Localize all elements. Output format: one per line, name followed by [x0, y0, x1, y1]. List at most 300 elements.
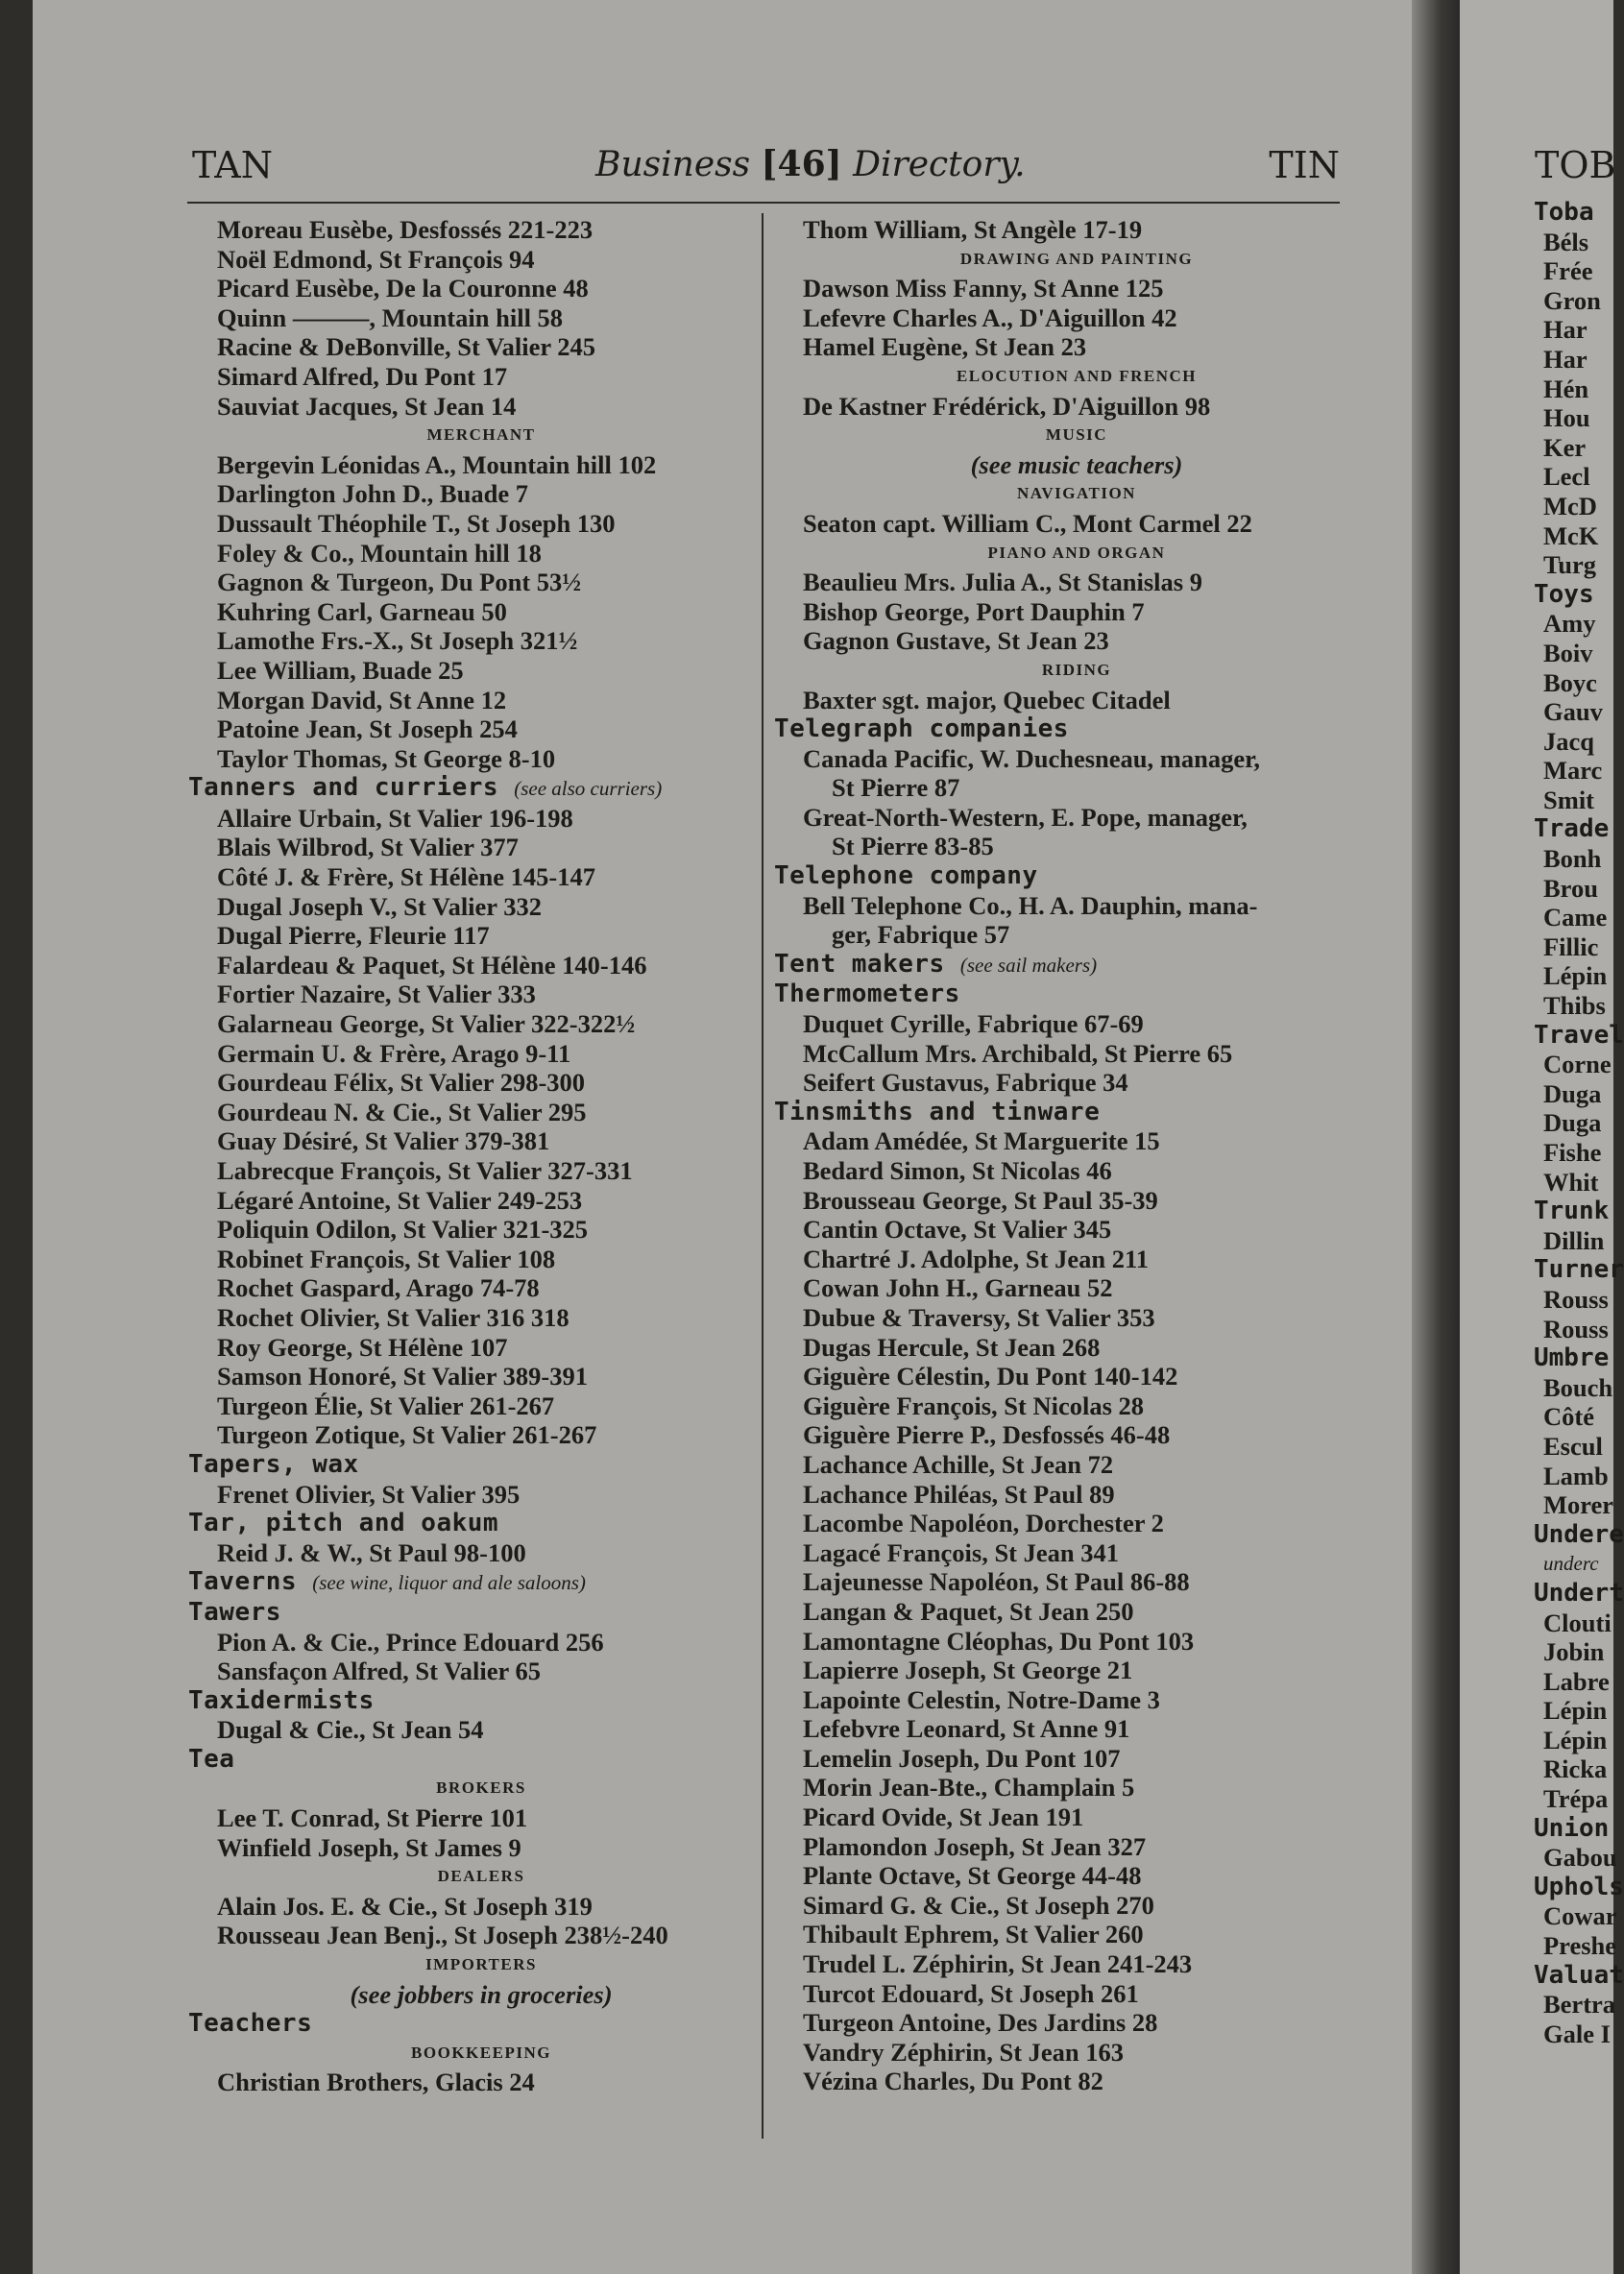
line-text: Simard G. & Cie., St Joseph 270 — [803, 1890, 1154, 1920]
line-text: Plamondon Joseph, St Jean 327 — [803, 1831, 1147, 1861]
subcategory-label — [774, 479, 1350, 509]
line-text: Har — [1543, 344, 1588, 374]
directory-entry — [188, 804, 745, 834]
directory-entry — [188, 1480, 745, 1510]
directory-entry — [774, 1891, 1350, 1921]
directory-entry — [1534, 1402, 1624, 1432]
subcategory-label — [188, 1774, 745, 1803]
line-text: Seifert Gustavus, Fabrique 34 — [803, 1068, 1128, 1098]
line-text: Bonh — [1543, 844, 1602, 874]
column-divider — [762, 213, 764, 2139]
heading-see-also-note: (see sail makers) — [959, 953, 1098, 977]
directory-entry — [774, 1215, 1350, 1245]
line-text: Morer — [1543, 1490, 1614, 1520]
line-text: Côté — [1543, 1402, 1594, 1432]
line-text: Frenet Olivier, St Valier 395 — [217, 1479, 521, 1509]
line-text: Béls — [1543, 227, 1589, 256]
directory-entry — [774, 509, 1350, 539]
directory-entry — [774, 1627, 1350, 1657]
directory-entry — [1534, 756, 1624, 786]
directory-entry — [188, 245, 745, 275]
line-text: Whit — [1543, 1167, 1599, 1197]
directory-entry — [1534, 1226, 1624, 1256]
line-text: Lachance Achille, St Jean 72 — [803, 1449, 1114, 1479]
heading-see-also-note: (see also curriers) — [514, 777, 663, 801]
directory-entry — [188, 274, 745, 303]
directory-entry — [1534, 903, 1624, 932]
line-text: Brousseau George, St Paul 35-39 — [803, 1185, 1158, 1215]
directory-entry — [188, 862, 745, 892]
category-heading — [774, 980, 1350, 1009]
line-text: Dawson Miss Fanny, St Anne 125 — [803, 274, 1164, 303]
directory-entry — [774, 1773, 1350, 1802]
line-text: Escul — [1543, 1431, 1603, 1461]
directory-entry — [1534, 727, 1624, 757]
line-text: Ricka — [1543, 1754, 1608, 1784]
directory-entry — [1534, 1696, 1624, 1726]
subcategory-label — [188, 1950, 745, 1980]
line-text: Dussault Théophile T., St Joseph 130 — [217, 508, 616, 538]
line-text: Tinsmiths and tinware — [774, 1097, 1101, 1126]
line-text: (see music teachers) — [970, 449, 1183, 479]
line-text: Hamel Eugène, St Jean 23 — [803, 332, 1087, 362]
category-heading — [774, 1098, 1350, 1127]
directory-entry — [774, 803, 1350, 833]
line-text: MUSIC — [1045, 425, 1108, 445]
line-text: Beaulieu Mrs. Julia A., St Stanislas 9 — [803, 568, 1202, 597]
line-text: Lee William, Buade 25 — [217, 655, 464, 685]
directory-entry — [774, 891, 1350, 921]
directory-entry — [1534, 1432, 1624, 1462]
directory-entry — [774, 1068, 1350, 1098]
directory-entry — [1534, 1079, 1624, 1109]
directory-entry — [774, 1186, 1350, 1216]
line-text: Duga — [1543, 1108, 1602, 1138]
line-text: Great-North-Western, E. Pope, manager, — [803, 802, 1248, 832]
subcategory-label — [774, 362, 1350, 392]
line-text: IMPORTERS — [425, 1955, 537, 1974]
directory-entry — [1534, 315, 1624, 345]
directory-entry — [1534, 1667, 1624, 1697]
line-text: Lacombe Napoléon, Dorchester 2 — [803, 1509, 1164, 1538]
subcategory-label — [188, 421, 745, 450]
line-text: McK — [1543, 520, 1599, 550]
category-heading — [188, 1509, 745, 1538]
directory-entry — [188, 1420, 745, 1450]
line-text: Gale I — [1543, 2019, 1611, 2048]
header-title-pre: Business — [595, 145, 762, 184]
line-text: Rouss — [1543, 1284, 1609, 1314]
line-text: Kuhring Carl, Garneau 50 — [217, 596, 507, 626]
directory-entry — [188, 626, 745, 656]
line-text: Cowar — [1543, 1901, 1617, 1931]
line-text: Trade — [1534, 814, 1610, 844]
directory-entry — [188, 1156, 745, 1186]
line-text: Valuat — [1534, 1960, 1624, 1990]
directory-entry — [774, 1480, 1350, 1510]
category-heading — [1534, 1197, 1624, 1226]
directory-entry — [774, 1303, 1350, 1333]
subcategory-label — [188, 2039, 745, 2068]
directory-entry — [774, 1744, 1350, 1774]
directory-entry — [188, 980, 745, 1009]
line-text: Quinn ———, Mountain hill 58 — [217, 302, 564, 332]
category-heading — [1534, 1961, 1624, 1991]
directory-entry — [188, 1333, 745, 1363]
line-text: Taverns — [188, 1567, 298, 1597]
line-text: Har — [1543, 315, 1588, 345]
category-heading — [774, 950, 1350, 980]
line-text: Lefebvre Leonard, St Anne 91 — [803, 1714, 1130, 1744]
directory-entry — [188, 1098, 745, 1127]
cross-reference-note — [774, 450, 1350, 480]
line-text: Taxidermists — [188, 1685, 375, 1715]
directory-entry — [188, 539, 745, 568]
line-text: Racine & DeBonville, St Valier 245 — [217, 332, 596, 362]
line-text: Bergevin Léonidas A., Mountain hill 102 — [217, 449, 657, 479]
line-text: Picard Eusèbe, De la Couronne 48 — [217, 274, 589, 303]
directory-entry — [1534, 1108, 1624, 1138]
directory-entry — [1534, 1168, 1624, 1197]
directory-entry — [1534, 2020, 1624, 2049]
directory-entry — [1534, 1931, 1624, 1961]
line-text: Taylor Thomas, St George 8-10 — [217, 743, 556, 773]
directory-entry — [188, 833, 745, 862]
line-text: Dugas Hercule, St Jean 268 — [803, 1332, 1101, 1362]
directory-entry — [1534, 1462, 1624, 1491]
line-text: Turcot Edouard, St Joseph 261 — [803, 1978, 1139, 2008]
line-text: Seaton capt. William C., Mont Carmel 22 — [803, 508, 1252, 538]
category-heading — [188, 1450, 745, 1480]
line-text: Tar, pitch and oakum — [188, 1509, 499, 1538]
line-text: Galarneau George, St Valier 322-322½ — [217, 1009, 636, 1039]
directory-entry — [1534, 433, 1624, 463]
line-text: Morin Jean-Bte., Champlain 5 — [803, 1773, 1135, 1802]
line-text: RIDING — [1041, 660, 1112, 679]
directory-entry — [774, 2008, 1350, 2038]
line-text: DRAWING AND PAINTING — [959, 249, 1194, 268]
line-text: Picard Ovide, St Jean 191 — [803, 1802, 1084, 1832]
directory-entry — [188, 1068, 745, 1098]
line-text: Lefevre Charles A., D'Aiguillon 42 — [803, 302, 1177, 332]
line-text: Telephone company — [774, 861, 1038, 891]
line-text: Roy George, St Hélène 107 — [217, 1332, 508, 1362]
category-heading — [1534, 1520, 1624, 1550]
directory-entry — [774, 2038, 1350, 2068]
directory-entry — [1534, 874, 1624, 904]
cross-reference-note — [1534, 1549, 1624, 1579]
line-text: Undere — [1534, 1519, 1624, 1549]
directory-entry — [774, 1802, 1350, 1832]
line-text: Tea — [188, 1744, 235, 1774]
facing-page-header: TOB — [1535, 144, 1616, 186]
line-text: Bertra — [1543, 1990, 1616, 2020]
line-text: BOOKKEEPING — [411, 2043, 551, 2062]
directory-entry — [774, 1714, 1350, 1744]
line-text: Duga — [1543, 1078, 1602, 1108]
subcategory-label — [774, 421, 1350, 450]
line-text: Clouti — [1543, 1608, 1612, 1637]
category-heading — [774, 714, 1350, 744]
line-text: underc — [1543, 1552, 1599, 1576]
header-page-number: [46] — [761, 144, 842, 184]
directory-entry — [1534, 1843, 1624, 1873]
line-text: Légaré Antoine, St Valier 249-253 — [217, 1185, 583, 1215]
line-text: Sauviat Jacques, St Jean 14 — [217, 391, 517, 421]
line-text: Brou — [1543, 873, 1598, 903]
category-heading — [774, 861, 1350, 891]
directory-entry — [774, 1391, 1350, 1421]
category-heading — [1534, 580, 1624, 610]
category-heading — [188, 1598, 745, 1628]
category-heading — [1534, 1343, 1624, 1373]
directory-entry — [1534, 1609, 1624, 1638]
line-text: De Kastner Frédérick, D'Aiguillon 98 — [803, 391, 1211, 421]
directory-entry — [1534, 286, 1624, 316]
line-text: Lachance Philéas, St Paul 89 — [803, 1479, 1115, 1509]
header-title-post: Directory. — [841, 145, 1026, 184]
line-text: Trudel L. Zéphirin, St Jean 241-243 — [803, 1949, 1193, 1979]
directory-entry — [1534, 1285, 1624, 1315]
directory-entry — [1534, 1050, 1624, 1079]
line-text: Fortier Nazaire, St Valier 333 — [217, 980, 536, 1009]
directory-entry — [774, 303, 1350, 333]
directory-entry — [774, 392, 1350, 422]
line-text: Rouss — [1543, 1314, 1609, 1343]
line-text: Umbre — [1534, 1343, 1610, 1373]
directory-entry — [774, 1538, 1350, 1568]
directory-entry — [188, 2068, 745, 2097]
directory-entry — [1534, 639, 1624, 668]
line-text: Noël Edmond, St François 94 — [217, 244, 535, 274]
line-text: Trunk — [1534, 1197, 1610, 1226]
category-heading — [1534, 1021, 1624, 1051]
directory-entry — [774, 1362, 1350, 1391]
directory-entry — [1534, 521, 1624, 551]
line-text: Giguère Célestin, Du Pont 140-142 — [803, 1362, 1178, 1391]
directory-entry — [774, 1009, 1350, 1039]
line-text: Lapierre Joseph, St George 21 — [803, 1656, 1133, 1685]
line-text: Dugal & Cie., St Jean 54 — [217, 1715, 484, 1745]
directory-entry — [188, 1186, 745, 1216]
directory-entry — [1534, 1726, 1624, 1755]
line-text: St Pierre 83-85 — [832, 832, 994, 861]
directory-entry — [188, 509, 745, 539]
directory-entry — [188, 1715, 745, 1745]
line-text: McD — [1543, 491, 1597, 520]
directory-entry — [774, 1245, 1350, 1274]
line-text: Sansfaçon Alfred, St Valier 65 — [217, 1657, 541, 1686]
line-text: Cantin Octave, St Valier 345 — [803, 1215, 1112, 1245]
directory-entry — [188, 1039, 745, 1069]
directory-entry — [1534, 668, 1624, 698]
directory-entry — [1534, 375, 1624, 404]
line-text: Turg — [1543, 550, 1596, 580]
line-text: Boiv — [1543, 638, 1593, 667]
directory-entry — [188, 1892, 745, 1922]
directory-entry — [774, 332, 1350, 362]
category-heading — [1534, 1873, 1624, 1902]
category-heading — [1534, 198, 1624, 228]
line-text: Lamontagne Cléophas, Du Pont 103 — [803, 1626, 1195, 1656]
directory-entry — [774, 626, 1350, 656]
directory-entry — [1534, 228, 1624, 257]
line-text: Rochet Gaspard, Arago 74-78 — [217, 1273, 540, 1303]
directory-entry — [188, 1657, 745, 1686]
header-rule — [187, 202, 1340, 204]
line-text: Baxter sgt. major, Quebec Citadel — [803, 685, 1171, 714]
line-text: NAVIGATION — [1017, 484, 1136, 503]
line-text: Rochet Olivier, St Valier 316 318 — [217, 1302, 570, 1332]
line-text: Turgeon Zotique, St Valier 261-267 — [217, 1420, 597, 1450]
line-text: Jacq — [1543, 726, 1594, 756]
directory-entry — [774, 1450, 1350, 1480]
line-text: Lapointe Celestin, Notre-Dame 3 — [803, 1684, 1160, 1714]
subcategory-label — [774, 539, 1350, 568]
directory-entry — [774, 1920, 1350, 1949]
middle-column — [774, 215, 1350, 2096]
line-text: Patoine Jean, St Joseph 254 — [217, 714, 518, 744]
line-text: Giguère François, St Nicolas 28 — [803, 1391, 1145, 1420]
line-text: Gagnon Gustave, St Jean 23 — [803, 626, 1109, 656]
line-text: Tawers — [188, 1597, 281, 1627]
subcategory-label — [188, 1862, 745, 1892]
directory-entry — [774, 1039, 1350, 1069]
line-text: Thibault Ephrem, St Valier 260 — [803, 1920, 1144, 1949]
line-text: Fillic — [1543, 931, 1599, 961]
line-text: Smit — [1543, 785, 1594, 814]
directory-entry — [774, 1156, 1350, 1186]
directory-entry — [1534, 609, 1624, 639]
line-text: Turgeon Antoine, Des Jardins 28 — [803, 2008, 1158, 2038]
line-text: Labre — [1543, 1666, 1610, 1696]
directory-entry — [188, 450, 745, 480]
header-title — [595, 144, 1026, 184]
directory-entry — [774, 744, 1350, 774]
line-text: Duquet Cyrille, Fabrique 67-69 — [803, 1009, 1144, 1039]
category-heading — [1534, 1255, 1624, 1285]
line-text: Vézina Charles, Du Pont 82 — [803, 2067, 1103, 2096]
line-text: Gabou — [1543, 1843, 1617, 1873]
directory-entry — [774, 1597, 1350, 1627]
directory-entry — [774, 1567, 1350, 1597]
directory-entry — [188, 686, 745, 715]
line-text: MERCHANT — [426, 425, 536, 445]
line-text: Alain Jos. E. & Cie., St Joseph 319 — [217, 1891, 593, 1921]
directory-entry — [1534, 550, 1624, 580]
directory-entry — [1534, 256, 1624, 286]
directory-entry — [774, 1333, 1350, 1363]
directory-entry — [188, 392, 745, 422]
line-text: Dillin — [1543, 1225, 1605, 1255]
line-text: BROKERS — [436, 1778, 526, 1798]
line-text: Turgeon Élie, St Valier 261-267 — [217, 1391, 555, 1420]
line-text: St Pierre 87 — [832, 773, 960, 803]
line-text: Lecl — [1543, 462, 1590, 492]
line-text: Came — [1543, 903, 1608, 932]
directory-entry — [774, 1656, 1350, 1685]
directory-entry — [188, 1803, 745, 1833]
directory-entry — [188, 921, 745, 951]
line-text: Lépin — [1543, 1725, 1608, 1754]
line-text: Samson Honoré, St Valier 389-391 — [217, 1362, 588, 1391]
header-left-guide: TAN — [192, 144, 273, 186]
directory-entry — [1534, 1138, 1624, 1168]
directory-entry — [188, 597, 745, 627]
line-text: Travel — [1534, 1020, 1624, 1050]
directory-entry — [1534, 1315, 1624, 1344]
cross-reference-note — [188, 1980, 745, 2010]
directory-entry — [1534, 844, 1624, 874]
line-text: Thibs — [1543, 991, 1606, 1021]
line-text: Dubue & Traversy, St Valier 353 — [803, 1302, 1155, 1332]
line-text: Gron — [1543, 285, 1601, 315]
line-text: Gagnon & Turgeon, Du Pont 53½ — [217, 568, 582, 597]
directory-entry — [774, 1273, 1350, 1303]
book-gutter — [1412, 0, 1460, 2274]
line-text: Reid J. & W., St Paul 98-100 — [217, 1537, 526, 1567]
directory-entry — [1534, 1990, 1624, 2020]
header-right-guide: TIN — [1269, 144, 1340, 186]
line-text: Guay Désiré, St Valier 379-381 — [217, 1126, 550, 1156]
line-text: Falardeau & Paquet, St Hélène 140-146 — [217, 950, 647, 980]
line-text: ger, Fabrique 57 — [832, 920, 1010, 950]
directory-entry — [188, 1538, 745, 1568]
directory-entry — [774, 2067, 1350, 2096]
line-text: Lagacé François, St Jean 341 — [803, 1537, 1120, 1567]
directory-entry — [774, 274, 1350, 303]
directory-entry — [774, 1861, 1350, 1891]
directory-entry — [1534, 932, 1624, 962]
category-heading — [1534, 1579, 1624, 1609]
line-text: Christian Brothers, Glacis 24 — [217, 2068, 535, 2097]
category-heading — [188, 2009, 745, 2039]
line-text: PIANO AND ORGAN — [987, 543, 1166, 562]
line-text: Boyc — [1543, 667, 1597, 697]
line-text: Blais Wilbrod, St Valier 377 — [217, 833, 519, 862]
line-text: Hou — [1543, 403, 1590, 433]
line-text: Vandry Zéphirin, St Jean 163 — [803, 2037, 1125, 2067]
line-text: Trépa — [1543, 1784, 1609, 1814]
line-text: Morgan David, St Anne 12 — [217, 685, 507, 714]
line-text: Giguère Pierre P., Desfossés 46-48 — [803, 1420, 1171, 1450]
line-text: Canada Pacific, W. Duchesneau, manager, — [803, 743, 1261, 773]
line-text: Telegraph companies — [774, 714, 1069, 744]
category-heading — [188, 1745, 745, 1775]
directory-entry — [774, 215, 1350, 245]
line-text: Bell Telephone Co., H. A. Dauphin, mana- — [803, 890, 1258, 920]
directory-entry — [774, 1685, 1350, 1715]
line-text: Lépin — [1543, 961, 1608, 991]
directory-entry — [188, 332, 745, 362]
directory-entry — [1534, 1637, 1624, 1667]
line-text: Frée — [1543, 256, 1593, 286]
line-text: Thermometers — [774, 980, 960, 1009]
line-text: Ker — [1543, 432, 1587, 462]
line-text: Lee T. Conrad, St Pierre 101 — [217, 1803, 528, 1833]
directory-entry — [188, 1833, 745, 1863]
line-text: Turner — [1534, 1255, 1624, 1285]
line-text: Union — [1534, 1813, 1610, 1843]
directory-entry — [188, 1391, 745, 1421]
line-text: Hén — [1543, 374, 1589, 403]
line-text: Thom William, St Angèle 17-19 — [803, 215, 1143, 244]
line-text: Simard Alfred, Du Pont 17 — [217, 361, 508, 391]
directory-entry — [774, 568, 1350, 597]
line-text: Bouch — [1543, 1372, 1613, 1402]
directory-entry — [188, 656, 745, 686]
directory-entry — [188, 1303, 745, 1333]
